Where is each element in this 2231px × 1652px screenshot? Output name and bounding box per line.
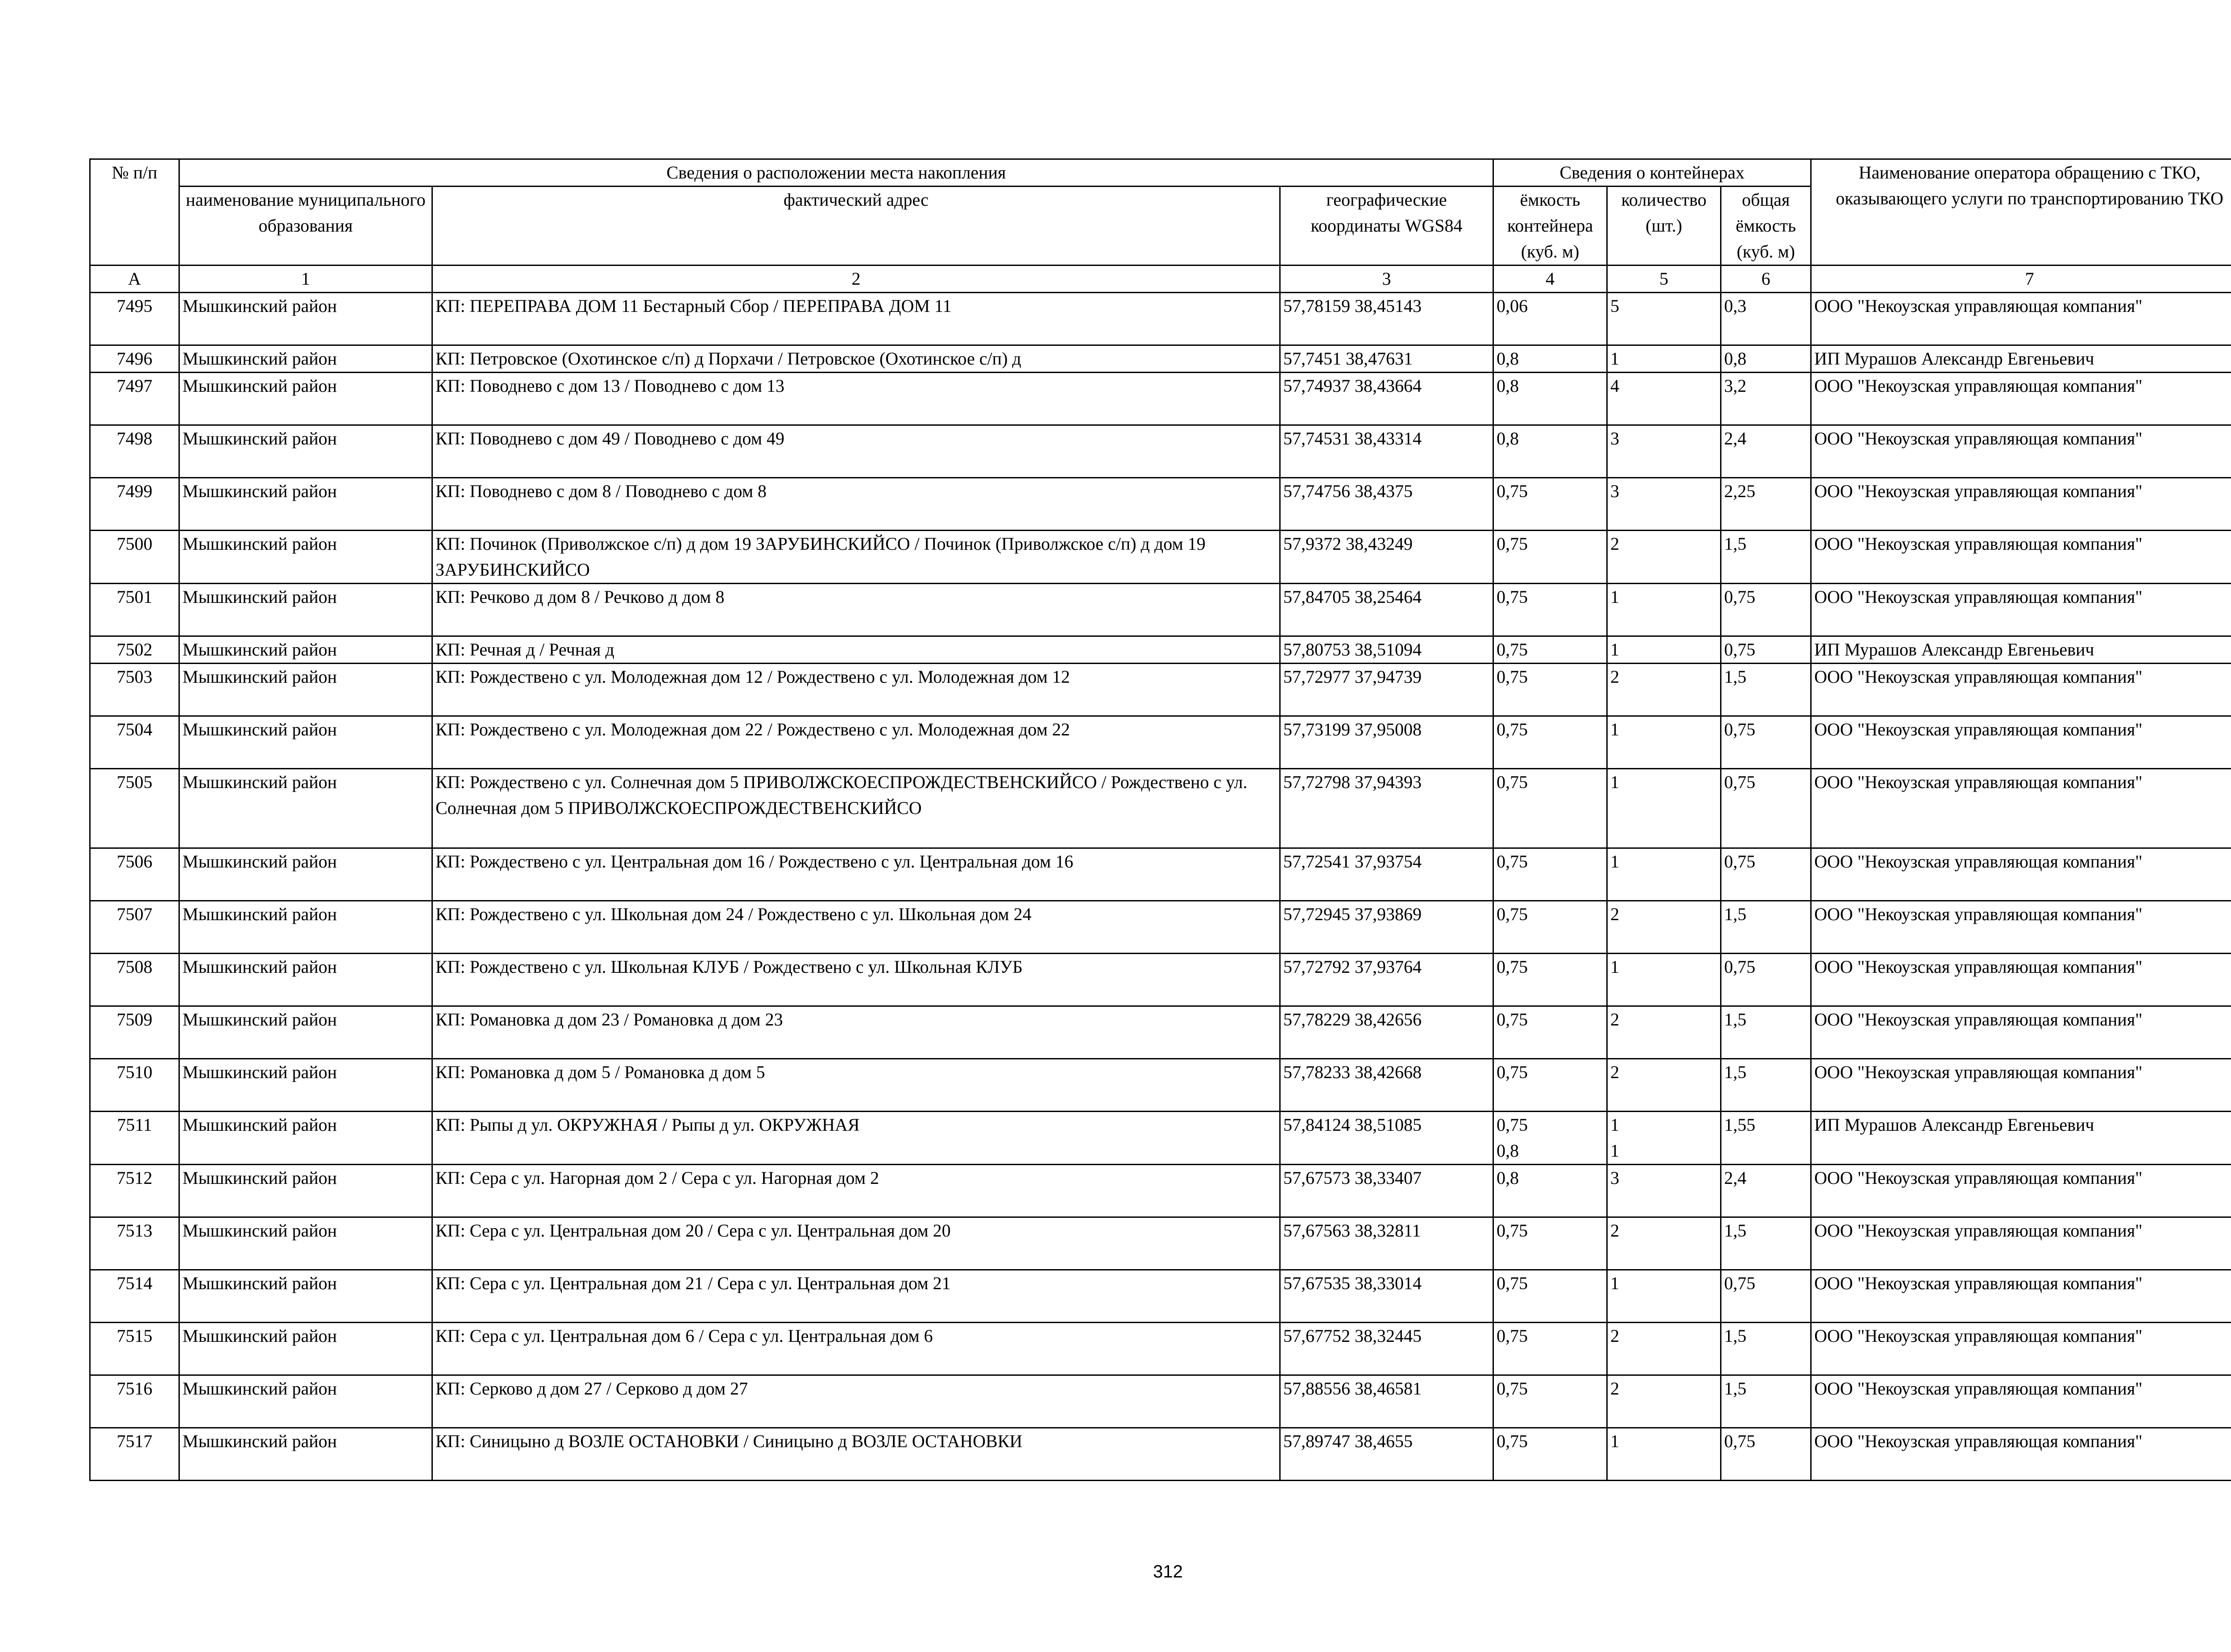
quantity-value: 1 — [1610, 851, 1620, 872]
operator-cell: ООО "Некоузская управляющая компания" — [1811, 901, 2231, 954]
operator-cell: ООО "Некоузская управляющая компания" — [1811, 1428, 2231, 1481]
operator-cell: ИП Мурашов Александр Евгеньевич — [1811, 636, 2231, 664]
municipality-cell: Мышкинский район — [179, 425, 432, 478]
capacity-value: 0,75 — [1497, 772, 1528, 792]
address-cell: КП: Синицыно д ВОЗЛЕ ОСТАНОВКИ / Синицыно д ВОЗЛЕ ОСТАНОВКИ — [432, 1428, 1280, 1481]
coords-cell: 57,84705 38,25464 — [1280, 584, 1493, 636]
address-cell: КП: Рождествено с ул. Молодежная дом 22 / Рождествено с ул. Молодежная дом 22 — [432, 716, 1280, 769]
capacity-cell — [1493, 425, 1607, 478]
address-cell: КП: Романовка д дом 23 / Романовка д дом 23 — [432, 1006, 1280, 1059]
coords-cell: 57,78159 38,45143 — [1280, 293, 1493, 345]
operator-cell: ООО "Некоузская управляющая компания" — [1811, 716, 2231, 769]
quantity-cell — [1607, 1428, 1721, 1481]
municipality-cell: Мышкинский район — [179, 1165, 432, 1217]
capacity-value: 0,06 — [1497, 296, 1528, 316]
operator-cell: ООО "Некоузская управляющая компания" — [1811, 664, 2231, 716]
total-capacity-cell: 1,55 — [1721, 1112, 1811, 1165]
table-row — [90, 1217, 2231, 1270]
coords-cell: 57,72945 37,93869 — [1280, 901, 1493, 954]
coords-cell: 57,72798 37,94393 — [1280, 769, 1493, 848]
quantity-cell — [1607, 425, 1721, 478]
quantity-cell — [1607, 769, 1721, 848]
row-number: 7510 — [90, 1059, 179, 1112]
row-number: 7516 — [90, 1375, 179, 1428]
header-num: № п/п — [90, 159, 179, 266]
row-number: 7512 — [90, 1165, 179, 1217]
quantity-value: 1 — [1610, 639, 1620, 660]
table-row — [90, 1059, 2231, 1112]
coords-cell: 57,88556 38,46581 — [1280, 1375, 1493, 1428]
coords-cell: 57,67535 38,33014 — [1280, 1270, 1493, 1323]
table-row — [90, 848, 2231, 901]
capacity-value: 0,75 — [1497, 719, 1528, 739]
capacity-cell — [1493, 345, 1607, 373]
total-capacity-cell: 1,5 — [1721, 1006, 1811, 1059]
operator-cell: ООО "Некоузская управляющая компания" — [1811, 1165, 2231, 1217]
capacity-cell — [1493, 716, 1607, 769]
capacity-value: 0,75 — [1497, 481, 1528, 501]
capacity-cell — [1493, 584, 1607, 636]
quantity-value: 2 — [1610, 534, 1620, 554]
capacity-cell — [1493, 636, 1607, 664]
capacity-value: 0,8 — [1497, 428, 1519, 448]
quantity-value: 2 — [1610, 1220, 1620, 1241]
quantity-cell — [1607, 478, 1721, 531]
address-cell: КП: Рождествено с ул. Центральная дом 16 / Рождествено с ул. Центральная дом 16 — [432, 848, 1280, 901]
quantity-value: 3 — [1610, 1168, 1620, 1188]
coords-cell: 57,74531 38,43314 — [1280, 425, 1493, 478]
capacity-cell — [1493, 954, 1607, 1006]
coords-cell: 57,72541 37,93754 — [1280, 848, 1493, 901]
operator-cell: ИП Мурашов Александр Евгеньевич — [1811, 345, 2231, 373]
total-capacity-cell: 1,5 — [1721, 1059, 1811, 1112]
total-capacity-cell: 0,75 — [1721, 954, 1811, 1006]
quantity-cell — [1607, 848, 1721, 901]
quantity-cell — [1607, 373, 1721, 425]
quantity-cell — [1607, 716, 1721, 769]
quantity-cell — [1607, 293, 1721, 345]
header-quantity: количество (шт.) — [1607, 187, 1721, 266]
quantity-value: 3 — [1610, 428, 1620, 448]
row-number: 7513 — [90, 1217, 179, 1270]
coords-cell: 57,80753 38,51094 — [1280, 636, 1493, 664]
capacity-value: 0,75 — [1497, 1115, 1528, 1135]
quantity-value: 1 — [1610, 1115, 1620, 1135]
address-cell: КП: Романовка д дом 5 / Романовка д дом 5 — [432, 1059, 1280, 1112]
page-number: 312 — [1153, 1562, 1183, 1581]
municipality-cell: Мышкинский район — [179, 531, 432, 584]
capacity-cell — [1493, 293, 1607, 345]
column-index-cell: 1 — [179, 266, 432, 293]
quantity-value: 1 — [1610, 772, 1620, 792]
operator-cell: ООО "Некоузская управляющая компания" — [1811, 478, 2231, 531]
total-capacity-cell: 2,25 — [1721, 478, 1811, 531]
quantity-value: 1 — [1610, 1273, 1620, 1293]
header-operator: Наименование оператора обращению с ТКО, оказывающего услуги по транспортированию ТКО — [1811, 159, 2231, 266]
quantity-cell — [1607, 636, 1721, 664]
municipality-cell: Мышкинский район — [179, 954, 432, 1006]
operator-cell: ООО "Некоузская управляющая компания" — [1811, 769, 2231, 848]
municipality-cell: Мышкинский район — [179, 1059, 432, 1112]
header-coords: географические координаты WGS84 — [1280, 187, 1493, 266]
row-number: 7502 — [90, 636, 179, 664]
coords-cell: 57,9372 38,43249 — [1280, 531, 1493, 584]
quantity-value: 1 — [1610, 957, 1620, 977]
capacity-value: 0,75 — [1497, 1273, 1528, 1293]
capacity-value: 0,75 — [1497, 851, 1528, 872]
address-cell: КП: Речково д дом 8 / Речково д дом 8 — [432, 584, 1280, 636]
table-row — [90, 664, 2231, 716]
capacity-cell — [1493, 478, 1607, 531]
row-number: 7514 — [90, 1270, 179, 1323]
capacity-cell — [1493, 901, 1607, 954]
quantity-value: 4 — [1610, 376, 1620, 396]
operator-cell: ИП Мурашов Александр Евгеньевич — [1811, 1112, 2231, 1165]
waste-sites-table — [89, 158, 2231, 1481]
capacity-value: 0,75 — [1497, 587, 1528, 607]
municipality-cell: Мышкинский район — [179, 1428, 432, 1481]
quantity-value: 2 — [1610, 1009, 1620, 1029]
table-row — [90, 584, 2231, 636]
header-location-group: Сведения о расположении места накопления — [179, 159, 1493, 187]
municipality-cell: Мышкинский район — [179, 584, 432, 636]
capacity-value: 0,75 — [1497, 904, 1528, 924]
quantity-cell — [1607, 954, 1721, 1006]
quantity-cell — [1607, 345, 1721, 373]
capacity-value: 0,75 — [1497, 1378, 1528, 1399]
total-capacity-cell: 1,5 — [1721, 901, 1811, 954]
coords-cell: 57,72792 37,93764 — [1280, 954, 1493, 1006]
capacity-value: 0,8 — [1497, 1168, 1519, 1188]
capacity-cell — [1493, 1270, 1607, 1323]
table-row — [90, 478, 2231, 531]
table-row — [90, 901, 2231, 954]
address-cell: КП: ПЕРЕПРАВА ДОМ 11 Бестарный Сбор / ПЕРЕПРАВА ДОМ 11 — [432, 293, 1280, 345]
capacity-cell — [1493, 1217, 1607, 1270]
column-index-cell: 6 — [1721, 266, 1811, 293]
total-capacity-cell: 0,8 — [1721, 345, 1811, 373]
operator-cell: ООО "Некоузская управляющая компания" — [1811, 1323, 2231, 1375]
coords-cell: 57,84124 38,51085 — [1280, 1112, 1493, 1165]
row-number: 7507 — [90, 901, 179, 954]
municipality-cell: Мышкинский район — [179, 345, 432, 373]
row-number: 7496 — [90, 345, 179, 373]
operator-cell: ООО "Некоузская управляющая компания" — [1811, 1006, 2231, 1059]
operator-cell: ООО "Некоузская управляющая компания" — [1811, 584, 2231, 636]
capacity-cell — [1493, 1428, 1607, 1481]
municipality-cell: Мышкинский район — [179, 1270, 432, 1323]
municipality-cell: Мышкинский район — [179, 848, 432, 901]
quantity-value: 1 — [1610, 349, 1620, 369]
capacity-value: 0,8 — [1497, 349, 1519, 369]
quantity-value: 2 — [1610, 904, 1620, 924]
quantity-value: 1 — [1610, 1141, 1620, 1161]
column-index-cell: 3 — [1280, 266, 1493, 293]
operator-cell: ООО "Некоузская управляющая компания" — [1811, 1059, 2231, 1112]
table-row — [90, 1006, 2231, 1059]
coords-cell: 57,67573 38,33407 — [1280, 1165, 1493, 1217]
quantity-value: 2 — [1610, 1378, 1620, 1399]
quantity-cell — [1607, 1165, 1721, 1217]
address-cell: КП: Поводнево с дом 49 / Поводнево с дом 49 — [432, 425, 1280, 478]
municipality-cell: Мышкинский район — [179, 636, 432, 664]
coords-cell: 57,67752 38,32445 — [1280, 1323, 1493, 1375]
table-row — [90, 425, 2231, 478]
total-capacity-cell: 2,4 — [1721, 425, 1811, 478]
address-cell: КП: Рождествено с ул. Школьная дом 24 / Рождествено с ул. Школьная дом 24 — [432, 901, 1280, 954]
quantity-cell — [1607, 1323, 1721, 1375]
quantity-cell — [1607, 584, 1721, 636]
operator-cell: ООО "Некоузская управляющая компания" — [1811, 1375, 2231, 1428]
operator-cell: ООО "Некоузская управляющая компания" — [1811, 1217, 2231, 1270]
row-number: 7511 — [90, 1112, 179, 1165]
operator-cell: ООО "Некоузская управляющая компания" — [1811, 954, 2231, 1006]
row-number: 7506 — [90, 848, 179, 901]
quantity-cell — [1607, 664, 1721, 716]
quantity-value: 1 — [1610, 1431, 1620, 1451]
coords-cell: 57,89747 38,4655 — [1280, 1428, 1493, 1481]
table-row — [90, 293, 2231, 345]
municipality-cell: Мышкинский район — [179, 373, 432, 425]
quantity-value: 2 — [1610, 1326, 1620, 1346]
table-body — [90, 293, 2231, 1481]
address-cell: КП: Речная д / Речная д — [432, 636, 1280, 664]
capacity-value: 0,75 — [1497, 1009, 1528, 1029]
operator-cell: ООО "Некоузская управляющая компания" — [1811, 1270, 2231, 1323]
column-index-cell: А — [90, 266, 179, 293]
coords-cell: 57,74937 38,43664 — [1280, 373, 1493, 425]
total-capacity-cell: 0,75 — [1721, 1270, 1811, 1323]
total-capacity-cell: 1,5 — [1721, 1375, 1811, 1428]
quantity-cell — [1607, 1270, 1721, 1323]
address-cell: КП: Петровское (Охотинское с/п) д Порхачи / Петровское (Охотинское с/п) д — [432, 345, 1280, 373]
address-cell: КП: Рождествено с ул. Солнечная дом 5 ПРИВОЛЖСКОЕСПРОЖДЕСТВЕНСКИЙСО / Рождествено с ул. Солнечная дом 5 ПРИВОЛЖСКОЕСПРОЖДЕСТВЕНСКИЙСО — [432, 769, 1280, 848]
header-containers-group: Сведения о контейнерах — [1493, 159, 1811, 187]
municipality-cell: Мышкинский район — [179, 1112, 432, 1165]
table-row — [90, 345, 2231, 373]
total-capacity-cell: 0,75 — [1721, 1428, 1811, 1481]
operator-cell: ООО "Некоузская управляющая компания" — [1811, 425, 2231, 478]
capacity-cell — [1493, 1165, 1607, 1217]
capacity-cell — [1493, 531, 1607, 584]
address-cell: КП: Поводнево с дом 8 / Поводнево с дом 8 — [432, 478, 1280, 531]
table-row — [90, 373, 2231, 425]
coords-cell: 57,78233 38,42668 — [1280, 1059, 1493, 1112]
quantity-cell — [1607, 1112, 1721, 1165]
column-index-cell: 5 — [1607, 266, 1721, 293]
total-capacity-cell: 0,75 — [1721, 636, 1811, 664]
total-capacity-cell: 2,4 — [1721, 1165, 1811, 1217]
row-number: 7505 — [90, 769, 179, 848]
row-number: 7501 — [90, 584, 179, 636]
municipality-cell: Мышкинский район — [179, 769, 432, 848]
column-index-row — [90, 266, 2231, 293]
row-number: 7515 — [90, 1323, 179, 1375]
coords-cell: 57,74756 38,4375 — [1280, 478, 1493, 531]
quantity-value: 5 — [1610, 296, 1620, 316]
capacity-value: 0,75 — [1497, 1326, 1528, 1346]
quantity-cell — [1607, 1375, 1721, 1428]
address-cell: КП: Починок (Приволжское с/п) д дом 19 ЗАРУБИНСКИЙСО / Починок (Приволжское с/п) д дом 19 ЗАРУБИНСКИЙСО — [432, 531, 1280, 584]
table-row — [90, 1112, 2231, 1165]
capacity-value: 0,75 — [1497, 1062, 1528, 1082]
total-capacity-cell: 0,3 — [1721, 293, 1811, 345]
table-row — [90, 636, 2231, 664]
column-index-cell: 7 — [1811, 266, 2231, 293]
quantity-cell — [1607, 901, 1721, 954]
address-cell: КП: Рождествено с ул. Школьная КЛУБ / Рождествено с ул. Школьная КЛУБ — [432, 954, 1280, 1006]
quantity-value: 1 — [1610, 587, 1620, 607]
row-number: 7503 — [90, 664, 179, 716]
address-cell: КП: Рождествено с ул. Молодежная дом 12 / Рождествено с ул. Молодежная дом 12 — [432, 664, 1280, 716]
capacity-cell — [1493, 1006, 1607, 1059]
capacity-value: 0,8 — [1497, 1141, 1519, 1161]
municipality-cell: Мышкинский район — [179, 1217, 432, 1270]
quantity-cell — [1607, 1006, 1721, 1059]
capacity-cell — [1493, 1112, 1607, 1165]
total-capacity-cell: 1,5 — [1721, 531, 1811, 584]
column-index-cell: 2 — [432, 266, 1280, 293]
operator-cell: ООО "Некоузская управляющая компания" — [1811, 373, 2231, 425]
total-capacity-cell: 3,2 — [1721, 373, 1811, 425]
table-row — [90, 1270, 2231, 1323]
capacity-cell — [1493, 769, 1607, 848]
municipality-cell: Мышкинский район — [179, 478, 432, 531]
total-capacity-cell: 1,5 — [1721, 1323, 1811, 1375]
capacity-cell — [1493, 664, 1607, 716]
total-capacity-cell: 0,75 — [1721, 584, 1811, 636]
table-header — [90, 159, 2231, 293]
address-cell: КП: Поводнево с дом 13 / Поводнево с дом 13 — [432, 373, 1280, 425]
address-cell: КП: Сера с ул. Центральная дом 20 / Сера с ул. Центральная дом 20 — [432, 1217, 1280, 1270]
capacity-cell — [1493, 848, 1607, 901]
total-capacity-cell: 0,75 — [1721, 848, 1811, 901]
capacity-value: 0,75 — [1497, 534, 1528, 554]
row-number: 7500 — [90, 531, 179, 584]
coords-cell: 57,78229 38,42656 — [1280, 1006, 1493, 1059]
capacity-value: 0,75 — [1497, 1220, 1528, 1241]
header-capacity: ёмкость контейнера (куб. м) — [1493, 187, 1607, 266]
address-cell: КП: Серково д дом 27 / Серково д дом 27 — [432, 1375, 1280, 1428]
operator-cell: ООО "Некоузская управляющая компания" — [1811, 848, 2231, 901]
table-row — [90, 769, 2231, 848]
coords-cell: 57,72977 37,94739 — [1280, 664, 1493, 716]
capacity-value: 0,8 — [1497, 376, 1519, 396]
quantity-cell — [1607, 1059, 1721, 1112]
operator-cell: ООО "Некоузская управляющая компания" — [1811, 531, 2231, 584]
address-cell: КП: Рыпы д ул. ОКРУЖНАЯ / Рыпы д ул. ОКРУЖНАЯ — [432, 1112, 1280, 1165]
quantity-cell — [1607, 531, 1721, 584]
header-municipality: наименование муниципального образования — [179, 187, 432, 266]
capacity-value: 0,75 — [1497, 639, 1528, 660]
row-number: 7497 — [90, 373, 179, 425]
total-capacity-cell: 0,75 — [1721, 769, 1811, 848]
row-number: 7517 — [90, 1428, 179, 1481]
header-total: общая ёмкость (куб. м) — [1721, 187, 1811, 266]
municipality-cell: Мышкинский район — [179, 664, 432, 716]
address-cell: КП: Сера с ул. Центральная дом 21 / Сера с ул. Центральная дом 21 — [432, 1270, 1280, 1323]
table-row — [90, 531, 2231, 584]
coords-cell: 57,67563 38,32811 — [1280, 1217, 1493, 1270]
capacity-value: 0,75 — [1497, 957, 1528, 977]
coords-cell: 57,73199 37,95008 — [1280, 716, 1493, 769]
table-row — [90, 954, 2231, 1006]
table-row — [90, 1428, 2231, 1481]
quantity-value: 1 — [1610, 719, 1620, 739]
row-number: 7509 — [90, 1006, 179, 1059]
capacity-cell — [1493, 373, 1607, 425]
capacity-value: 0,75 — [1497, 1431, 1528, 1451]
quantity-value: 3 — [1610, 481, 1620, 501]
column-index-cell: 4 — [1493, 266, 1607, 293]
row-number: 7498 — [90, 425, 179, 478]
total-capacity-cell: 1,5 — [1721, 664, 1811, 716]
capacity-cell — [1493, 1375, 1607, 1428]
total-capacity-cell: 0,75 — [1721, 716, 1811, 769]
header-address: фактический адрес — [432, 187, 1280, 266]
municipality-cell: Мышкинский район — [179, 901, 432, 954]
capacity-cell — [1493, 1059, 1607, 1112]
address-cell: КП: Сера с ул. Нагорная дом 2 / Сера с ул. Нагорная дом 2 — [432, 1165, 1280, 1217]
table-row — [90, 1323, 2231, 1375]
quantity-value: 2 — [1610, 1062, 1620, 1082]
municipality-cell: Мышкинский район — [179, 293, 432, 345]
row-number: 7504 — [90, 716, 179, 769]
table-row — [90, 1375, 2231, 1428]
quantity-value: 2 — [1610, 667, 1620, 687]
row-number: 7499 — [90, 478, 179, 531]
capacity-value: 0,75 — [1497, 667, 1528, 687]
municipality-cell: Мышкинский район — [179, 716, 432, 769]
table-row — [90, 1165, 2231, 1217]
address-cell: КП: Сера с ул. Центральная дом 6 / Сера с ул. Центральная дом 6 — [432, 1323, 1280, 1375]
operator-cell: ООО "Некоузская управляющая компания" — [1811, 293, 2231, 345]
row-number: 7508 — [90, 954, 179, 1006]
coords-cell: 57,7451 38,47631 — [1280, 345, 1493, 373]
total-capacity-cell: 1,5 — [1721, 1217, 1811, 1270]
municipality-cell: Мышкинский район — [179, 1006, 432, 1059]
quantity-cell — [1607, 1217, 1721, 1270]
table-row — [90, 716, 2231, 769]
municipality-cell: Мышкинский район — [179, 1375, 432, 1428]
registry-sheet — [89, 158, 2231, 1481]
row-number: 7495 — [90, 293, 179, 345]
capacity-cell — [1493, 1323, 1607, 1375]
municipality-cell: Мышкинский район — [179, 1323, 432, 1375]
